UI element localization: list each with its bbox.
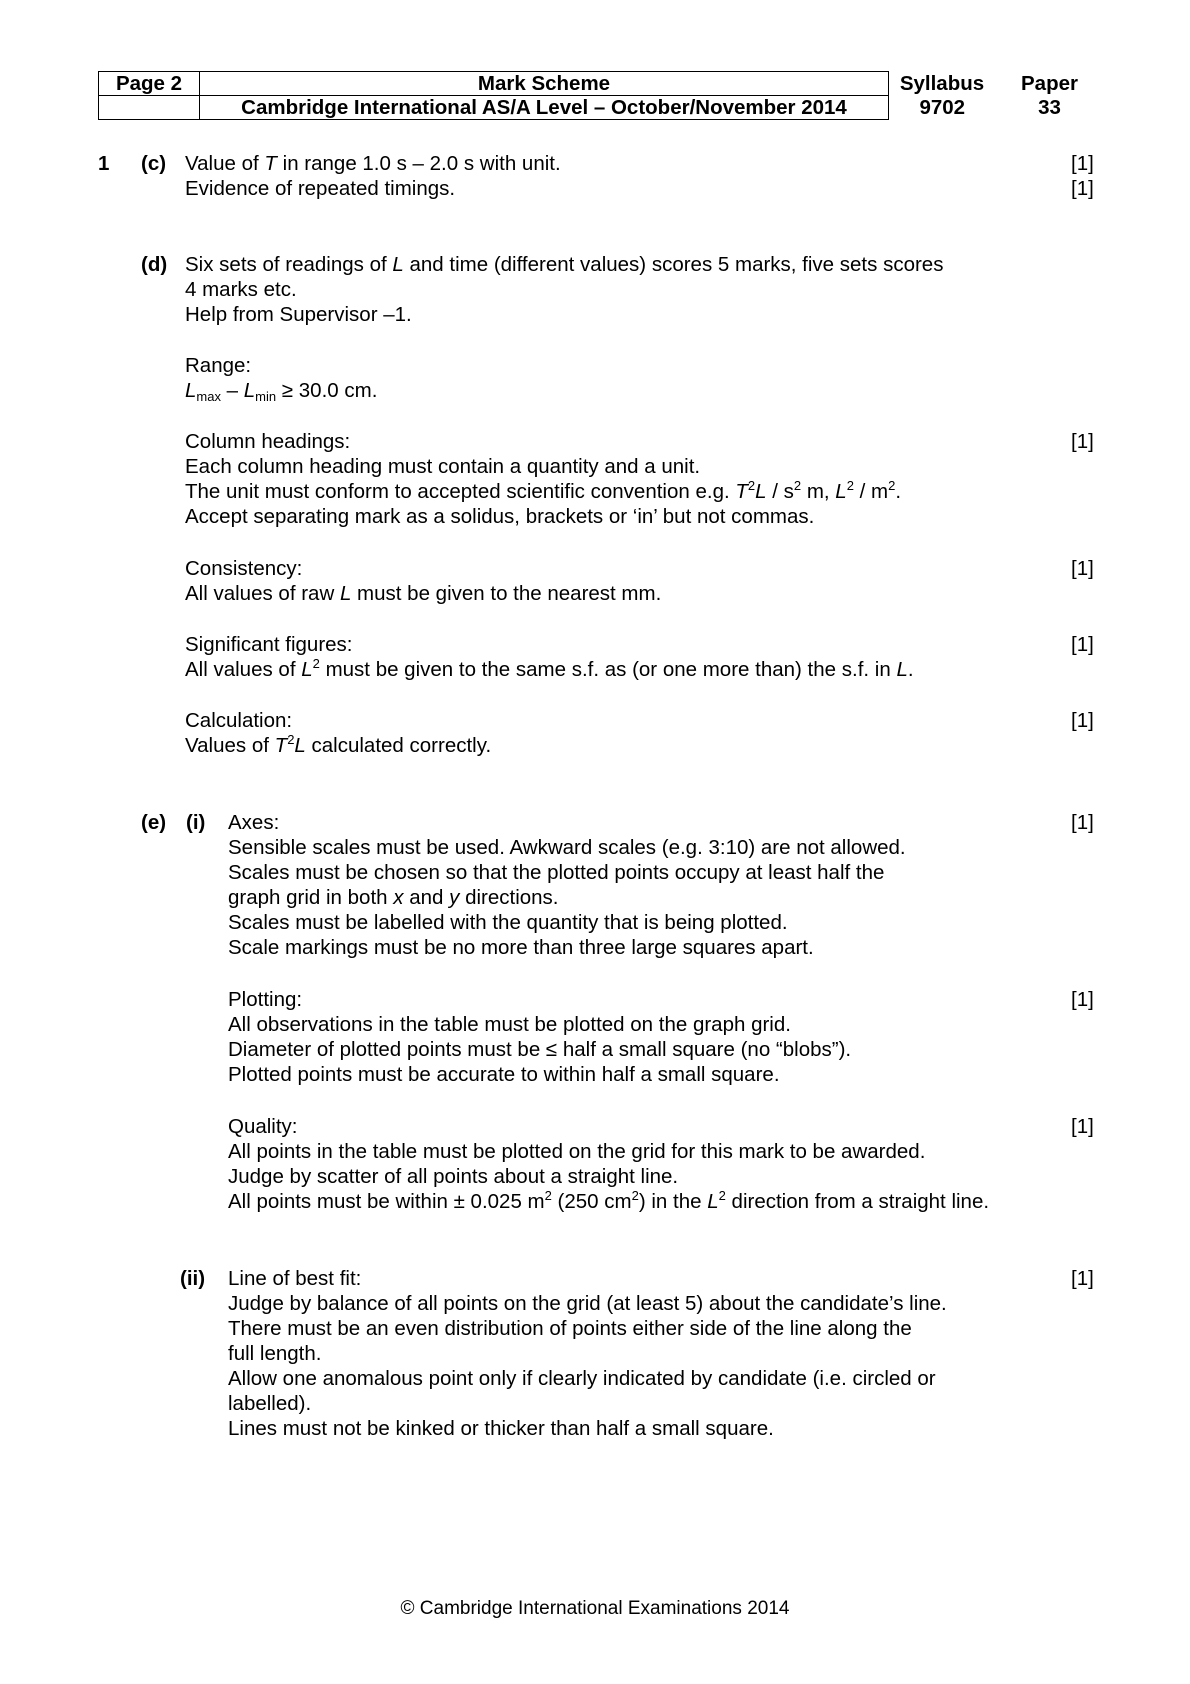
part-d-intro-1: Six sets of readings of L and time (different values) scores 5 marks, five sets scores xyxy=(185,253,944,276)
page-label: Page 2 xyxy=(99,72,200,96)
quality-line1: All points in the table must be plotted on the grid for this mark to be awarded. xyxy=(228,1140,926,1163)
range-title: Range: xyxy=(185,354,252,377)
syllabus-value: 9702 xyxy=(919,96,966,119)
question-number: 1 xyxy=(98,152,110,175)
part-e-i-label: (i) xyxy=(186,811,206,834)
header-subtitle: Cambridge International AS/A Level – October/November 2014 xyxy=(200,96,889,120)
consistency-title: Consistency: xyxy=(185,557,303,580)
paper-label: Paper xyxy=(1021,72,1078,95)
quality-line3: All points must be within ± 0.025 $m^2$ (250 $cm^2$) in the $L^2$ direction from a straight line. xyxy=(228,1188,990,1213)
consistency-mark: [1] xyxy=(1071,557,1094,580)
part-c-label: (c) xyxy=(141,152,167,175)
columns-title: Column headings: xyxy=(185,430,351,453)
axes-line2: Scales must be chosen so that the plotted points occupy at least half the xyxy=(228,861,885,884)
quality-line2: Judge by scatter of all points about a straight line. xyxy=(228,1165,679,1188)
range-expression: $L_{max} - L_{min} \ge 30.0$ cm. xyxy=(185,379,378,404)
best-fit-line3: full length. xyxy=(228,1342,322,1365)
part-e-ii-label: (ii) xyxy=(180,1267,206,1290)
best-fit-line6: Lines must not be kinked or thicker than half a small square. xyxy=(228,1417,774,1440)
calculation-line: Values of $T^2L$ calculated correctly. xyxy=(185,732,492,757)
sigfigs-mark: [1] xyxy=(1071,633,1094,656)
columns-mark: [1] xyxy=(1071,430,1094,453)
axes-line1: Sensible scales must be used. Awkward scales (e.g. 3:10) are not allowed. xyxy=(228,836,906,859)
best-fit-line2: There must be an even distribution of points either side of the line along the xyxy=(228,1317,912,1340)
axes-line3: graph grid in both x and y directions. xyxy=(228,886,559,909)
calculation-mark: [1] xyxy=(1071,709,1094,732)
paper-value: 33 xyxy=(1038,96,1061,119)
part-d-intro-3: Help from Supervisor –1. xyxy=(185,303,412,326)
plotting-line2: Diameter of plotted points must be ≤ half a small square (no “blobs”). xyxy=(228,1038,852,1061)
quality-title: Quality: xyxy=(228,1115,298,1138)
part-c-mark1: [1] xyxy=(1071,152,1094,175)
best-fit-title: Line of best fit: xyxy=(228,1267,362,1290)
plotting-line1: All observations in the table must be plotted on the graph grid. xyxy=(228,1013,791,1036)
header-title: Mark Scheme xyxy=(200,72,889,96)
syllabus-label: Syllabus xyxy=(899,72,985,95)
calculation-title: Calculation: xyxy=(185,709,293,732)
best-fit-line1: Judge by balance of all points on the grid (at least 5) about the candidate’s line. xyxy=(228,1292,947,1315)
columns-line1: Each column heading must contain a quantity and a unit. xyxy=(185,455,701,478)
best-fit-mark: [1] xyxy=(1071,1267,1094,1290)
header-table xyxy=(98,71,1104,120)
plotting-line3: Plotted points must be accurate to within half a small square. xyxy=(228,1063,780,1086)
plotting-title: Plotting: xyxy=(228,988,303,1011)
part-e-label: (e) xyxy=(141,811,167,834)
axes-title: Axes: xyxy=(228,811,280,834)
part-c-mark2: [1] xyxy=(1071,177,1094,200)
sigfigs-title: Significant figures: xyxy=(185,633,353,656)
consistency-line: All values of raw L must be given to the nearest mm. xyxy=(185,582,662,605)
axes-line4: Scales must be labelled with the quantity that is being plotted. xyxy=(228,911,788,934)
part-c-line1: Value of T in range 1.0 s – 2.0 s with unit. xyxy=(185,152,561,175)
best-fit-line5: labelled). xyxy=(228,1392,312,1415)
columns-line2: The unit must conform to accepted scientific convention e.g. $T^2L / s^2$ m, $L^2 / m^2$. xyxy=(185,478,902,503)
footer-copyright: © Cambridge International Examinations 2014 xyxy=(400,1598,790,1619)
quality-mark: [1] xyxy=(1071,1115,1094,1138)
axes-mark: [1] xyxy=(1071,811,1094,834)
axes-line5: Scale markings must be no more than three large squares apart. xyxy=(228,936,814,959)
part-c-line2: Evidence of repeated timings. xyxy=(185,177,456,200)
best-fit-line4: Allow one anomalous point only if clearly indicated by candidate (i.e. circled or xyxy=(228,1367,936,1390)
columns-line3: Accept separating mark as a solidus, brackets or ‘in’ but not commas. xyxy=(185,505,815,528)
part-d-label: (d) xyxy=(141,253,168,276)
part-d-intro-2: 4 marks etc. xyxy=(185,278,297,301)
sigfigs-line: All values of $L^2$ must be given to the same s.f. as (or one more than) the s.f. in L. xyxy=(185,656,914,681)
plotting-mark: [1] xyxy=(1071,988,1094,1011)
